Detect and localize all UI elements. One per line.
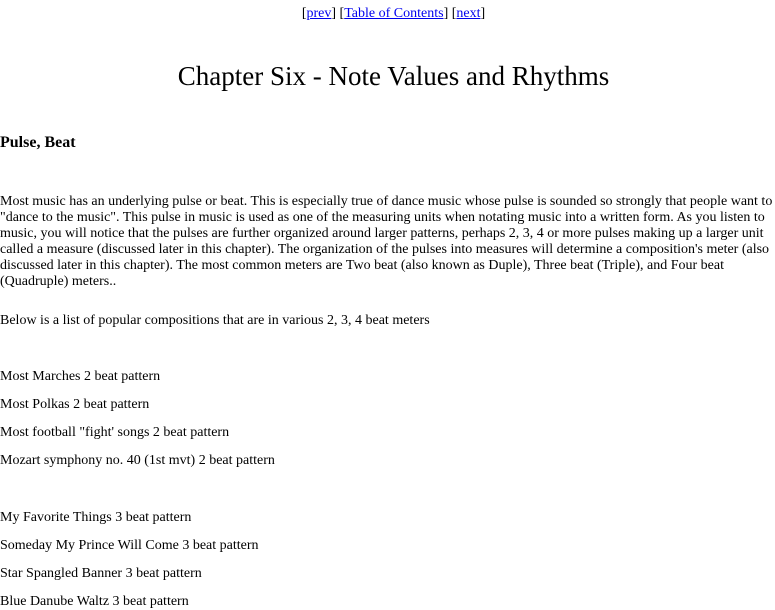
bracket: ] — [480, 6, 486, 21]
page-title: Chapter Six - Note Values and Rhythms — [177, 61, 610, 91]
top-navigation — [0, 6, 775, 22]
next-link[interactable]: next — [456, 6, 481, 21]
section-heading: Pulse, Beat — [0, 134, 76, 151]
list-item-three-beat: Blue Danube Waltz 3 beat pattern — [0, 594, 189, 609]
bracket: ] [ — [331, 6, 345, 21]
list-item-two-beat: Most Marches 2 beat pattern — [0, 369, 161, 384]
list-item-two-beat: Mozart symphony no. 40 (1st mvt) 2 beat pattern — [0, 453, 275, 468]
bracket: [ — [301, 6, 307, 21]
list-item-three-beat: Star Spangled Banner 3 beat pattern — [0, 566, 202, 581]
list-item-three-beat: Someday My Prince Will Come 3 beat pattern — [0, 538, 259, 553]
list-item-two-beat: Most Polkas 2 beat pattern — [0, 397, 150, 412]
list-lead-text: Below is a list of popular compositions that are in various 2, 3, 4 beat meters — [0, 313, 430, 328]
bracket: ] [ — [443, 6, 457, 21]
prev-link[interactable]: prev — [306, 6, 332, 21]
list-item-three-beat: My Favorite Things 3 beat pattern — [0, 510, 192, 525]
intro-paragraph: Most music has an underlying pulse or beat. This is especially true of dance music whose pulse is sounded so strongly that people want to "dance to the music". This pulse in music is used as one of the measuring units when notating music into a written form. As you listen to music, you will notice that the pulses are further organized around larger patterns, perhaps 2, 3, 4 or more pulses making up a larger unit called a measure (discussed later in this chapter). The organization of the pulses into measures will determine a composition's meter (also discussed later in this chapter). The most common meters are Two beat (also known as Duple), Three beat (Triple), and Four beat (Quadruple) meters.. — [0, 194, 773, 289]
list-item-two-beat: Most football "fight' songs 2 beat pattern — [0, 425, 230, 440]
table-of-contents-link[interactable]: Table of Contents — [344, 6, 444, 21]
